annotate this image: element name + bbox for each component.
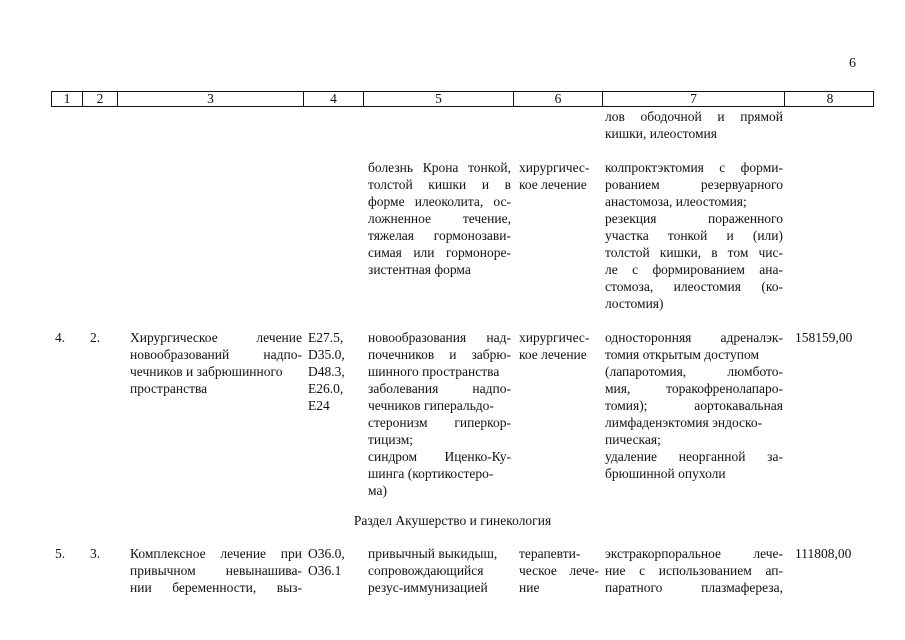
row-5-group-number: 3. (90, 546, 101, 561)
text-line: O36.1 (308, 563, 342, 578)
crohn-treatment-type-cell (519, 159, 599, 193)
row-5-treatment-method (605, 545, 783, 596)
text-line: лов ободочной и прямой (605, 109, 783, 124)
text-line: чечников и забрюшинного (130, 364, 283, 379)
text-line: новообразований надпо- (130, 347, 302, 362)
text-line: хирургичес- (519, 160, 590, 175)
text-line: тяжелая гормонозави- (368, 228, 511, 243)
text-line: ние с использованием ап- (605, 563, 783, 578)
text-line: пическая; (605, 432, 661, 447)
page-number: 6 (849, 56, 856, 71)
row-5-treatment-type (519, 545, 599, 596)
text-line: зистентная форма (368, 262, 471, 277)
text-line: терапевти- (519, 546, 581, 561)
text-line: кое лечение (519, 177, 587, 192)
header-cell-2: 2 (83, 92, 118, 106)
text-line: почечников и забрю- (368, 347, 511, 362)
text-line: удаление неорганной за- (605, 449, 783, 464)
text-line: стомоза, илеостомия (ко- (605, 279, 783, 294)
text-line: хирургичес- (519, 330, 590, 345)
text-line: рованием резервуарного (605, 177, 783, 192)
text-line: участка тонкой и (или) (605, 228, 783, 243)
header-cell-4: 4 (304, 92, 364, 106)
text-line: ние (519, 580, 540, 595)
text-line: шинного пространства (368, 364, 500, 379)
row-4-treatment-type (519, 329, 599, 363)
text-line: пространства (130, 381, 208, 396)
text-line: заболевания надпо- (368, 381, 511, 396)
row-4-diagnosis (368, 329, 511, 499)
text-line: ложненное течение, (368, 211, 511, 226)
text-line: Хирургическое лечение (130, 330, 302, 345)
text-line: шинга (кортикостеро- (368, 466, 494, 481)
row-5-cost: 111808,00 (795, 546, 852, 561)
text-line: привычный выкидыш, (368, 546, 498, 561)
header-cell-8: 8 (826, 91, 834, 106)
text-line: ма) (368, 483, 387, 498)
text-line: синдром Иценко-Ку- (368, 449, 511, 464)
row-5-icd-codes (308, 545, 364, 579)
text-line: чечников гиперальдо- (368, 398, 494, 413)
text-line: E26.0, (308, 381, 344, 396)
header-cell-1: 1 (52, 92, 83, 106)
text-line: брюшинной опухоли (605, 466, 726, 481)
text-line: E24 (308, 398, 330, 413)
row-4-number: 4. (55, 330, 66, 345)
row-4-group-number: 2. (90, 330, 101, 345)
row-4-care-profile (130, 329, 302, 397)
text-line: форме илеоколита, ос- (368, 194, 511, 209)
header-cell-7: 7 (603, 92, 785, 106)
text-line: привычном невынашива- (130, 563, 302, 578)
text-line: D35.0, (308, 347, 345, 362)
text-line: O36.0, (308, 546, 345, 561)
text-line: симая или гормоноре- (368, 245, 511, 260)
text-line: Комплексное лечение при (130, 546, 302, 561)
text-line: болезнь Крона тонкой, (368, 160, 511, 175)
text-line: томия); аортокавальная (605, 398, 783, 413)
text-line: тицизм; (368, 432, 414, 447)
row-4-cost: 158159,00 (795, 330, 853, 345)
text-line: резекция пораженного (605, 211, 783, 226)
crohn-method-cell (605, 159, 783, 312)
row-5-number: 5. (55, 546, 66, 561)
text-line: E27.5, (308, 330, 344, 345)
text-line: мия, торакофренолапаро- (605, 381, 783, 396)
row-5-care-profile (130, 545, 302, 596)
header-cell-3: 3 (118, 92, 304, 106)
text-line: D48.3, (308, 364, 345, 379)
header-cell-5: 5 (364, 92, 514, 106)
text-line: стеронизм гиперкор- (368, 415, 511, 430)
row-4-treatment-method (605, 329, 783, 482)
text-line: ле с формированием ана- (605, 262, 783, 277)
text-line: экстракорпоральное лече- (605, 546, 783, 561)
text-line: лостомия) (605, 296, 664, 311)
text-line: новообразования над- (368, 330, 511, 345)
header-cell-6: 6 (514, 92, 603, 106)
text-line: томия открытым доступом (605, 347, 759, 362)
row-4-icd-codes (308, 329, 364, 414)
text-line: кишки, илеостомия (605, 126, 717, 141)
text-line: толстой кишки, в том чис- (605, 245, 783, 260)
text-line: колпроктэктомия с форми- (605, 160, 783, 175)
text-line: анастомоза, илеостомия; (605, 194, 747, 209)
text-line: резус-иммунизацией (368, 580, 488, 595)
section-title: Раздел Акушерство и гинекология (353, 513, 552, 528)
text-line: односторонняя адреналэк- (605, 330, 783, 345)
text-line: нии беременности, выз- (130, 580, 302, 595)
crohn-diagnosis-cell (368, 159, 511, 278)
text-line: паратного плазмафереза, (605, 580, 783, 595)
text-line: лимфаденэктомия эндоско- (605, 415, 763, 430)
text-line: (лапаротомия, люмбото- (605, 364, 783, 379)
text-line: сопровождающийся (368, 563, 484, 578)
text-line: толстой кишки и в (368, 177, 511, 192)
table-header-row (51, 91, 874, 107)
text-line: кое лечение (519, 347, 587, 362)
continuation-col7 (605, 108, 783, 142)
row-5-diagnosis (368, 545, 511, 596)
text-line: ческое лече- (519, 563, 599, 578)
